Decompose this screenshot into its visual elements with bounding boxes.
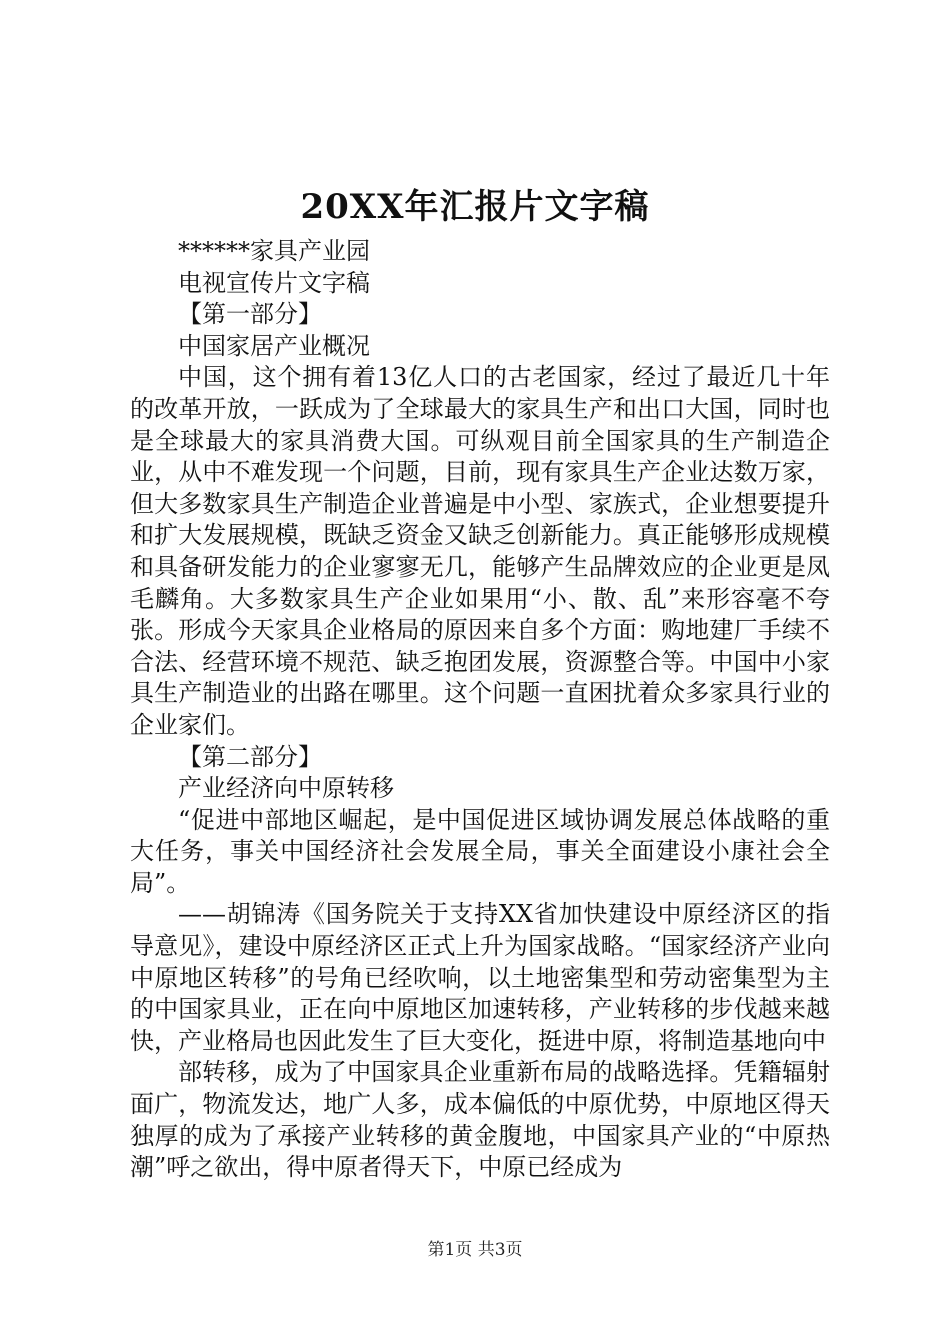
paragraph-central-advantage: 部转移，成为了中国家具企业重新布局的战略选择。凭籍辐射面广，物流发达，地广人多，成本偏低的中原优势，中原地区得天独厚的成为了承接产业转移的黄金腹地，中国家具产业的“中原热潮”呼之欲出，得中原者得天下，中原已经成为 <box>130 1058 830 1182</box>
subtitle-line: 电视宣传片文字稿 <box>178 268 370 297</box>
section-heading-part-two: 【第二部分】 <box>178 742 322 771</box>
section-heading-part-one: 【第一部分】 <box>178 300 322 329</box>
document-title: 20XX年汇报片文字稿 <box>300 187 650 227</box>
company-name-line: ******家具产业园 <box>178 237 370 265</box>
section-title-overview: 中国家居产业概况 <box>178 331 370 360</box>
paragraph-quote: “促进中部地区崛起，是中国促进区域协调发展总体战略的重大任务，事关中国经济社会发展全局，事关全面建设小康社会全局”。 <box>130 805 830 897</box>
page-number-footer: 第1页 共3页 <box>427 1240 523 1260</box>
section-title-transfer: 产业经济向中原转移 <box>178 774 394 803</box>
paragraph-national-strategy: ——胡锦涛《国务院关于支持XX省加快建设中原经济区的指导意见》，建设中原经济区正式上升为国家战略。“国家经济产业向中原地区转移”的号角已经吹响，以土地密集型和劳动密集型为主的中国家具业，正在向中原地区加速转移，产业转移的步伐越来越快，产业格局也因此发生了巨大变化，挺进中原，将制造基地向中 <box>130 900 830 1055</box>
paragraph-industry-overview: 中国，这个拥有着13亿人口的古老国家，经过了最近几十年的改革开放，一跃成为了全球最大的家具生产和出口大国，同时也是全球最大的家具消费大国。可纵观目前全国家具的生产制造企业，从中不难发现一个问题，目前，现有家具生产企业达数万家，但大多数家具生产制造企业普遍是中小型、家族式，企业想要提升和扩大发展规模，既缺乏资金又缺乏创新能力。真正能够形成规模和具备研发能力的企业寥寥无几，能够产生品牌效应的企业更是凤毛麟角。大多数家具生产企业如果用“小、散、乱”来形容毫不夸张。形成今天家具企业格局的原因来自多个方面：购地建厂手续不合法、经营环境不规范、缺乏抱团发展，资源整合等。中国中小家具生产制造业的出路在哪里。这个问题一直困扰着众多家具行业的企业家们。 <box>130 363 830 739</box>
document-body <box>130 236 830 1184</box>
